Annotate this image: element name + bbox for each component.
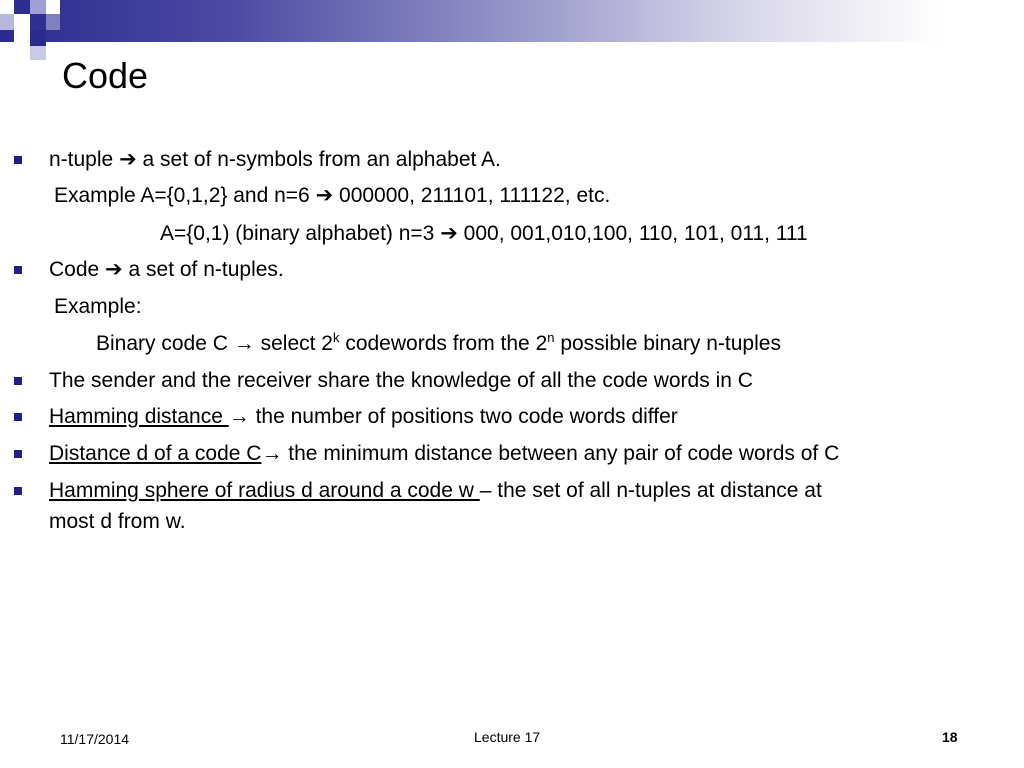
example-label <box>54 294 142 320</box>
superscript-n: n <box>547 330 555 345</box>
term-hamming-sphere: Hamming sphere of radius d around a code w <box>49 479 480 502</box>
text: A={0,1) (binary alphabet) n=3 <box>160 222 435 245</box>
term-distance-d: Distance d of a code C <box>49 442 262 465</box>
text: the minimum distance between any pair of code words of C <box>288 442 840 465</box>
example-ternary <box>54 183 610 209</box>
footer-date: 11/17/2014 <box>60 731 130 747</box>
arrow-right-icon: ➔ <box>440 222 458 245</box>
text: 000, 001,010,100, 110, 101, 011, 111 <box>463 222 808 245</box>
bullet-hamming-sphere <box>49 478 822 504</box>
corner-square <box>14 30 30 46</box>
bullet-hamming-distance <box>49 404 678 430</box>
arrow-right-icon: ➔ <box>119 148 137 171</box>
example-binary <box>160 221 808 247</box>
bullet-square-icon <box>14 266 22 274</box>
bullet-code <box>49 257 284 283</box>
corner-square <box>0 14 14 30</box>
bullet-square-icon <box>14 156 22 164</box>
text: – the set of all n-tuples at distance at <box>479 479 822 502</box>
text: Binary code C <box>96 332 228 355</box>
slide-title: Code <box>62 55 149 96</box>
header-gradient-bar <box>0 0 1024 42</box>
corner-square <box>46 14 60 30</box>
bullet-hamming-sphere-cont <box>49 509 186 535</box>
text: Example: <box>54 295 142 318</box>
text: n-tuple <box>49 148 114 171</box>
corner-square <box>46 0 60 14</box>
text: Example A={0,1,2} and n=6 <box>54 184 310 207</box>
footer-lecture: Lecture 17 <box>474 729 541 745</box>
footer-page-number: 18 <box>942 729 958 745</box>
bullet-square-icon <box>14 377 22 385</box>
bullet-n-tuple <box>49 147 501 173</box>
text: The sender and the receiver share the knowledge of all the code words in C <box>49 369 753 392</box>
arrow-right-icon: → <box>233 332 255 355</box>
text: possible binary n-tuples <box>560 332 781 355</box>
text: Code <box>49 258 100 281</box>
text: a set of n-symbols from an alphabet A. <box>142 148 501 171</box>
corner-square <box>30 46 46 60</box>
corner-square <box>0 0 14 14</box>
corner-square <box>30 30 46 46</box>
term-hamming-distance: Hamming distance <box>49 405 229 428</box>
corner-square <box>30 0 46 14</box>
text: a set of n-tuples. <box>128 258 284 281</box>
arrow-right-icon: → <box>228 405 250 428</box>
text: most d from w. <box>49 510 186 533</box>
bullet-shared-knowledge <box>49 368 753 394</box>
corner-square <box>14 14 30 30</box>
bullet-square-icon <box>14 413 22 421</box>
bullet-square-icon <box>14 450 22 458</box>
superscript-k: k <box>332 330 340 345</box>
arrow-right-icon: ➔ <box>315 184 334 207</box>
bullet-square-icon <box>14 487 22 495</box>
text: the number of positions two code words differ <box>255 405 678 428</box>
bullet-code-distance <box>49 441 839 467</box>
arrow-right-icon: ➔ <box>105 258 123 281</box>
arrow-right-icon: → <box>261 442 283 465</box>
example-binary-code <box>96 331 781 357</box>
text: select 2 <box>260 332 333 355</box>
text: codewords from the 2 <box>345 332 548 355</box>
text: 000000, 211101, 111122, etc. <box>339 184 611 207</box>
